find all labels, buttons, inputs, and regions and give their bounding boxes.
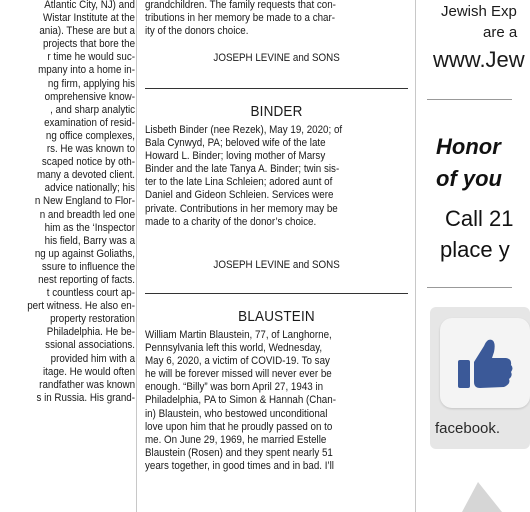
text-line: his field, Barry was a: [44, 234, 136, 247]
text-line: ssional associations.: [45, 339, 136, 352]
thumbs-up-icon: [440, 318, 530, 408]
text-line: property restoration: [50, 313, 136, 326]
text-line: ity of the donors choice.: [145, 25, 249, 38]
text-line: enough. “Billy” was born April 27, 1943 in: [145, 381, 324, 394]
obituary-heading-binder: BINDER: [250, 103, 303, 120]
text-line: provided him with a: [50, 352, 136, 365]
text-line: examination of resid-: [44, 116, 136, 129]
text-line: Philadelphia. He be-: [46, 326, 136, 339]
honor-headline-1: Honor: [436, 134, 501, 159]
text-line: s in Russia. His grand-: [36, 391, 136, 404]
text-line: ssure to influence the: [41, 260, 136, 273]
text-line: projects that bore the: [42, 38, 136, 51]
section-divider: [145, 88, 408, 89]
text-line: Wistar Institute at the: [43, 12, 136, 25]
text-line: r time he would suc-: [47, 51, 136, 64]
text-line: him as the ‘Inspector: [44, 221, 136, 234]
section-divider: [145, 293, 408, 294]
text-line: tributions in her memory be made to a char-: [145, 12, 336, 25]
facebook-label[interactable]: facebook.: [435, 420, 501, 437]
text-line: me. On June 29, 1969, he married Estelle: [145, 433, 327, 446]
ad-url[interactable]: www.Jew: [433, 47, 525, 72]
text-line: Lisbeth Binder (nee Rezek), May 19, 2020; of: [145, 124, 343, 136]
ad-divider: [427, 99, 512, 100]
obituaries-column: [145, 0, 408, 512]
text-line: years together, in good times and in bad. I’ll: [145, 459, 334, 472]
obituary-blaustein-text: [145, 329, 408, 473]
text-line: randfather was known: [39, 378, 136, 391]
text-line: ania). These are but a: [39, 25, 136, 38]
text-line: ng up against Goliaths,: [34, 247, 136, 260]
text-line: ter to the late Lina Schleien; adored aunt of: [145, 176, 333, 189]
call-line-2: place y: [440, 237, 510, 262]
ad-divider: [427, 287, 512, 288]
text-line: Howard L. Binder; loving mother of Marsy: [145, 150, 326, 163]
obituary-binder-text: [145, 124, 408, 229]
column-divider: [415, 0, 416, 512]
previous-obituary-end: [145, 0, 408, 38]
text-line: many a devoted client.: [36, 169, 136, 182]
text-line: Blaustein (Rosen) and they spent nearly 51: [145, 446, 333, 459]
call-line-1: Call 21: [445, 206, 514, 231]
text-line: nest reporting of facts.: [38, 273, 136, 286]
text-line: n and breadth led one: [39, 208, 136, 221]
text-line: rs. He was known to: [46, 143, 136, 156]
left-article-text: [0, 0, 135, 405]
column-divider: [136, 0, 137, 512]
text-line: Philadelphia, PA to Simon & Hannah (Chan-: [145, 394, 336, 407]
text-line: he will be forever missed will never ever be: [145, 368, 332, 381]
previous-obituary-funeral-home: JOSEPH LEVINE and SONS: [213, 52, 340, 64]
text-line: made to a charity of the donor’s choice.: [145, 215, 317, 228]
text-line: Bala Cynwyd, PA; beloved wife of the late: [145, 137, 326, 150]
text-line: mpany into a home in-: [38, 64, 136, 77]
text-line: Pennsylvania left this world, Wednesday,: [145, 342, 323, 355]
text-line: love upon him that he proudly passed on to: [145, 420, 333, 433]
text-line: omprehensive know-: [44, 90, 136, 103]
left-article-column: [0, 0, 136, 512]
facebook-like-tile[interactable]: [440, 318, 530, 408]
text-line: in) Blaustein, who bestowed unconditional: [145, 407, 328, 420]
text-line: scaped notice by oth-: [41, 156, 136, 169]
text-line: Binder and the late Tanya A. Binder; twin sis-: [145, 163, 340, 176]
text-line: t countless court ap-: [46, 287, 136, 300]
text-line: William Martin Blaustein, 77, of Langhorne,: [145, 329, 332, 341]
ad-line-2: are a: [483, 24, 518, 41]
text-line: n New England to Flor-: [34, 195, 136, 208]
text-line: Daniel and Gideon Schleien. Services were: [145, 189, 334, 202]
text-line: advice nationally; his: [44, 182, 136, 195]
text-line: itage. He would often: [42, 365, 136, 378]
text-line: May 6, 2020, a victim of COVID-19. To say: [145, 355, 330, 368]
text-line: ng office complexes,: [45, 129, 136, 142]
text-line: pert witness. He also en-: [27, 300, 136, 313]
ad-line-1: Jewish Exp: [441, 3, 517, 20]
text-line: Atlantic City, NJ) and: [44, 0, 136, 11]
arrow-icon: [442, 478, 502, 512]
text-line: ng firm, applying his: [47, 77, 136, 90]
binder-funeral-home: JOSEPH LEVINE and SONS: [213, 259, 340, 271]
text-line: , and sharp analytic: [50, 103, 136, 116]
obituary-heading-blaustein: BLAUSTEIN: [238, 308, 315, 325]
text-line: private. Contributions in her memory may be: [145, 202, 338, 215]
text-line: grandchildren. The family requests that con-: [145, 0, 336, 11]
honor-headline-2: of you: [436, 166, 502, 191]
